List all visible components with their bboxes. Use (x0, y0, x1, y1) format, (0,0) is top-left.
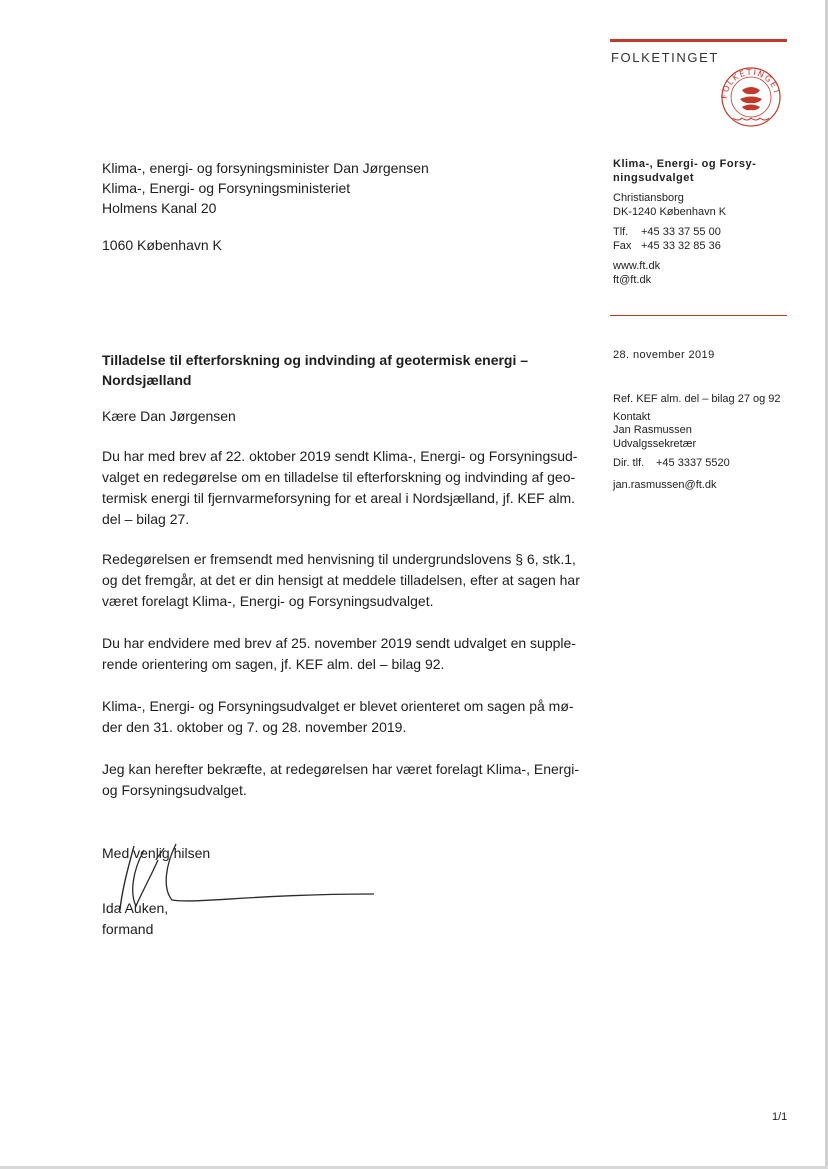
svg-text:FOLKETINGET (720, 68, 782, 99)
letter-date: 28. november 2019 (613, 349, 715, 361)
sender-web-link[interactable]: www.ft.dk (613, 260, 661, 273)
sender-block (613, 158, 756, 288)
contact-email-link[interactable]: jan.rasmussen@ft.dk (613, 478, 717, 491)
paragraph-3: Du har endvidere med brev af 25. november 2019 sendt udvalget en supple- rende orientering om sagen, jf. KEF alm. del – bilag 92. (102, 635, 576, 672)
salutation: Kære Dan Jørgensen (102, 408, 236, 424)
meta-block (613, 393, 781, 493)
paragraph-5: Jeg kan herefter bekræfte, at redegørelsen har været forelagt Klima-, Energi- og Forsyningsudvalget. (102, 761, 579, 798)
direct-phone: +45 3337 5520 (656, 457, 730, 470)
side-rule (610, 315, 787, 316)
contact-label: Kontakt (613, 410, 651, 423)
contact-name: Jan Rasmussen (613, 424, 692, 437)
paragraph-2: Redegørelsen er fremsendt med henvisning til undergrundslovens § 6, stk.1, og det fremgår, at det er din hensigt at meddele tilladelsen, efter at sagen har været forelagt Klima-, Energi- og Forsyningsudvalget. (102, 551, 580, 609)
brand-name: FOLKETINGET (611, 50, 719, 65)
brand-rule (610, 39, 787, 42)
sender-phone: +45 33 37 55 00 (641, 226, 721, 239)
recipient-city: 1060 København K (102, 237, 222, 253)
sender-phone-fax: Tlf. +45 33 37 55 00 Fax +45 33 32 85 36 (613, 226, 721, 252)
folketinget-seal-icon (716, 66, 786, 128)
signer-name: Ida Auken, (102, 900, 169, 916)
sender-fax: +45 33 32 85 36 (641, 239, 721, 252)
closing: Med venlig hilsen (102, 845, 211, 861)
letter-subject: Tilladelse til efterforskning og indvinding af geotermisk energi – Nordsjælland (102, 352, 529, 388)
direct-phone-label: Dir. tlf. (613, 457, 645, 470)
sender-contact (613, 260, 756, 287)
paragraph-4: Klima-, Energi- og Forsyningsudvalget er blevet orienteret om sagen på mø- der den 31. oktober og 7. og 28. november 2019. (102, 698, 574, 735)
reference: Ref. KEF alm. del – bilag 27 og 92 (613, 393, 781, 405)
recipient-address: Klima-, energi- og forsyningsminister Dan Jørgensen Klima-, Energi- og Forsyningsministeriet Holmens Kanal 20 (102, 160, 429, 216)
contact-title: Udvalgssekretær (613, 437, 697, 450)
sender-email-link[interactable]: ft@ft.dk (613, 273, 652, 286)
seal-text: FOLKETINGET (719, 67, 782, 100)
committee-name: Klima-, Energi- og Forsy- ningsudvalget (613, 158, 757, 184)
sender-address: Christiansborg DK-1240 København K (613, 192, 727, 218)
page-number: 1/1 (772, 1111, 788, 1123)
signer-role: formand (102, 921, 154, 937)
paragraph-1: Du har med brev af 22. oktober 2019 sendt Klima-, Energi- og Forsyningsud- valget en redegørelse om en tilladelse til efterforskning og indvinding af geo- termisk energi til fjernvarmeforsyning for et areal i Nordsjælland, jf. KEF alm. del – bilag 27. (102, 448, 578, 527)
